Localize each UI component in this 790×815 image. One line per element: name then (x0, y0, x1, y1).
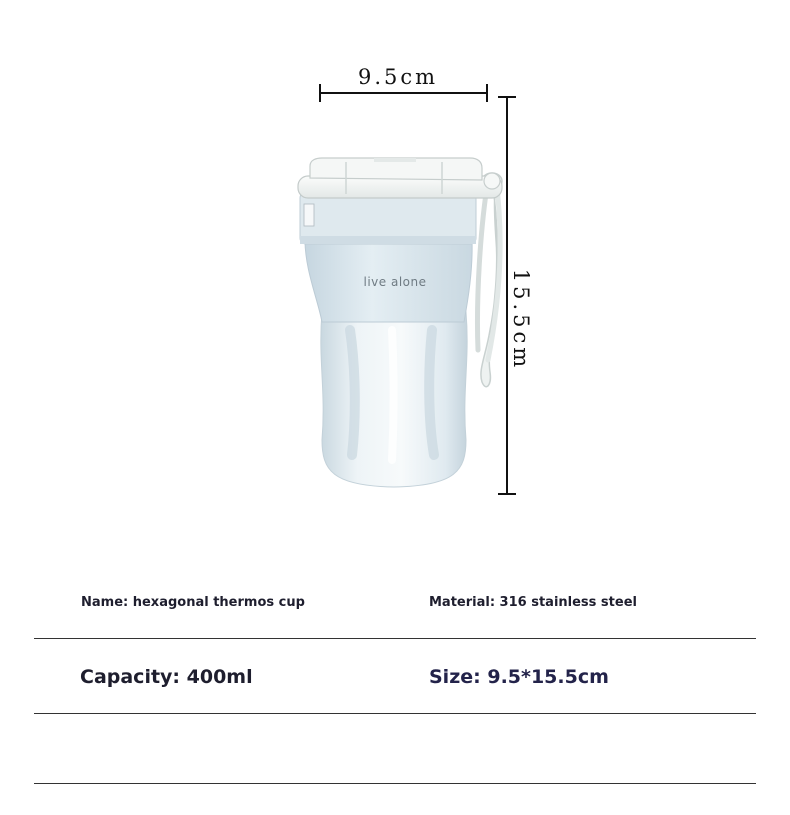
spec-name: Name: hexagonal thermos cup (81, 595, 305, 610)
spec-size: Size: 9.5*15.5cm (429, 666, 609, 688)
divider (34, 638, 756, 639)
spec-material: Material: 316 stainless steel (429, 595, 637, 610)
brand-text: live alone (363, 275, 427, 289)
spec-capacity: Capacity: 400ml (80, 666, 253, 688)
width-measure (320, 65, 487, 102)
cup-strap (477, 173, 502, 387)
height-measure (498, 97, 533, 494)
width-label: 9.5cm (357, 65, 439, 89)
cup-lid (298, 158, 502, 198)
divider (34, 783, 756, 784)
divider (34, 713, 756, 714)
height-label: 15.5cm (509, 268, 533, 372)
